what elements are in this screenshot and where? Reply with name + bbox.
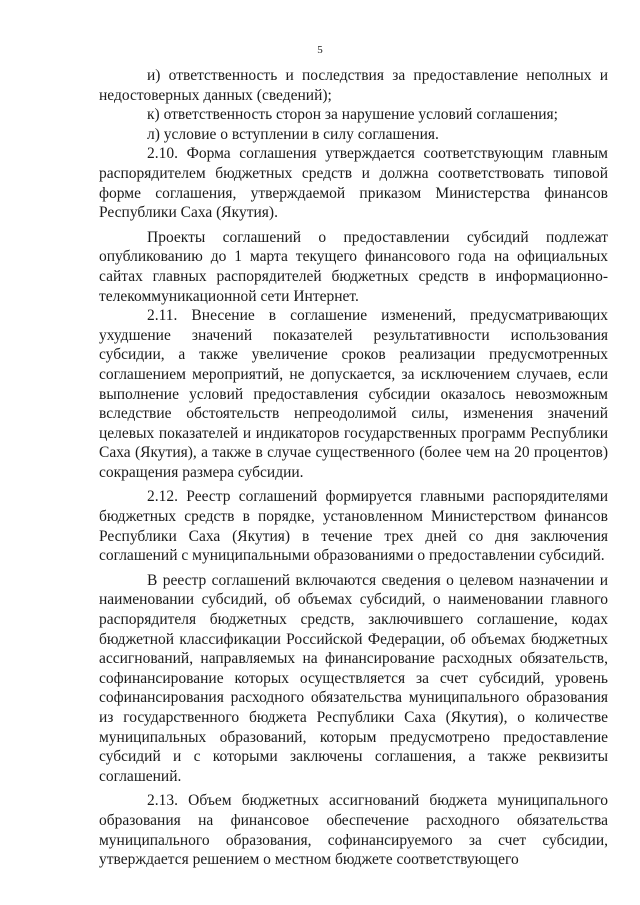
page-number: 5 xyxy=(317,44,323,56)
paragraph-item-l: л) условие о вступлении в силу соглашения. xyxy=(147,125,439,143)
paragraph-registry-contents: В реестр соглашений включаются сведения о целевом назначении и наименовании субсидий, об объемах субсидий, о наименовании главного распорядителя бюджетных средств, заключившего соглашение, кодах бюджетной классификации Российской Федерации, об объемах бюджетных ассигнований, направляемых на финансирование расходных обязательств, софинансирование которых осуществляется за счет субсидий, уровень софинансирования расходного обязательства муниципального образования из государственного бюджета Республики Саха (Якутия), о количестве муниципальных образований, которым предусмотрено предоставление субсидий и с которыми заключены соглашения, а также реквизиты соглашений. xyxy=(99,571,608,785)
paragraph-item-i: и) ответственность и последствия за предоставление неполных и недостоверных данных (сведений); xyxy=(99,67,608,104)
paragraph-2-12: 2.12. Реестр соглашений формируется главными распорядителями бюджетных средств в порядке, установленном Министерством финансов Республики Саха (Якутия) в течение трех дней со дня заключения соглашений с муниципальными образованиями о предоставлении субсидий. xyxy=(99,488,608,565)
document-body xyxy=(99,66,608,870)
paragraph-2-10: 2.10. Форма соглашения утверждается соответствующим главным распорядителем бюджетных средств и должна соответствовать типовой форме соглашения, утверждаемой приказом Министерства финансов Республики Саха (Якутия). xyxy=(99,145,608,222)
paragraph-draft-agreements: Проекты соглашений о предоставлении субсидий подлежат опубликованию до 1 марта текущего финансового года на официальных сайтах главных распорядителей бюджетных средств в информационно-телекоммуникационной сети Интернет. xyxy=(99,228,608,305)
paragraph-item-k: к) ответственность сторон за нарушение условий соглашения; xyxy=(147,106,558,124)
paragraph-2-13: 2.13. Объем бюджетных ассигнований бюджета муниципального образования на финансовое обеспечение расходного обязательства муниципального образования, софинансируемого за счет субсидии, утверждается решением о местном бюджете соответствующего xyxy=(99,792,608,869)
paragraph-2-11: 2.11. Внесение в соглашение изменений, предусматривающих ухудшение значений показателей результативности использования субсидии, а также увеличение сроков реализации предусмотренных соглашением мероприятий, не допускается, за исключением случаев, если выполнение условий предоставления субсидии оказалось невозможным вследствие обстоятельств непреодолимой силы, изменения значений целевых показателей и индикаторов государственных программ Республики Саха (Якутия), а также в случае существенного (более чем на 20 процентов) сокращения размера субсидии. xyxy=(99,307,608,481)
